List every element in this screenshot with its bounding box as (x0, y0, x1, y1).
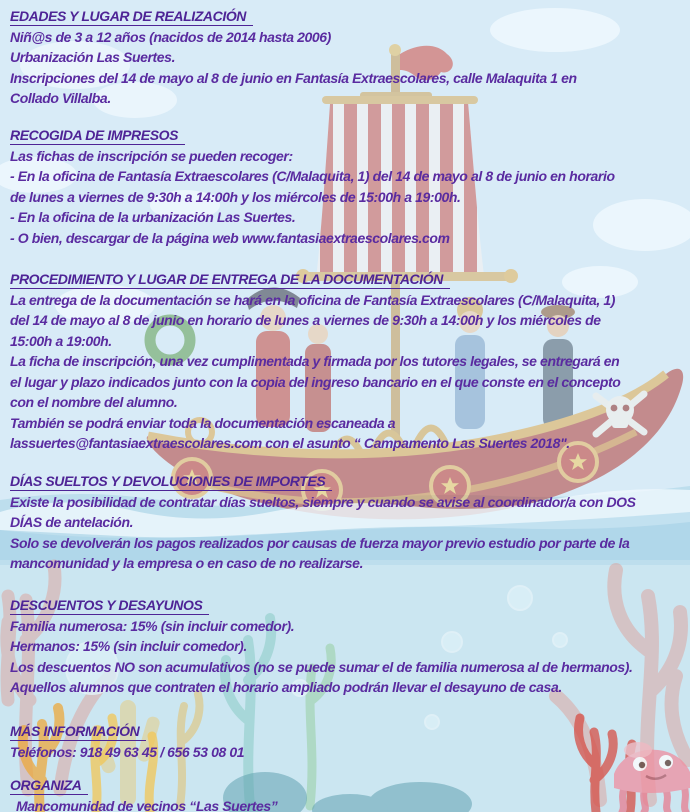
text-line: mancomunidad y la empresa o en caso de no realizarse. (10, 555, 364, 571)
text-line: Solo se devolverán los pagos realizados por causas de fuerza mayor previo estudio por parte de la (10, 534, 630, 551)
section-heading (10, 125, 686, 146)
text-line: Los descuentos NO son acumulativos (no se puede sumar el de familia numerosa al de hermanos). (10, 658, 633, 675)
text-line: La ficha de inscripción, una vez cumplimentada y firmada por los tutores legales, se entregará en (10, 353, 620, 369)
section-heading-text: ORGANIZA (10, 776, 88, 795)
section-heading-text: RECOGIDA DE IMPRESOS (10, 126, 185, 145)
section-heading (10, 595, 686, 616)
text-line: También se podrá enviar toda la documentación escaneada a (10, 414, 396, 431)
section-2 (10, 125, 686, 248)
text-line: Las fichas de inscripción se pueden recoger: (10, 147, 293, 164)
text-line: La entrega de la documentación se hará en la oficina de Fantasía Extraescolares (C/Malaquita, 1) (10, 291, 616, 308)
section-heading-text: MÁS INFORMACIÓN (10, 722, 146, 741)
section-heading (10, 6, 686, 27)
text-line: Hermanos: 15% (sin incluir comedor). (10, 638, 247, 654)
section-6 (10, 721, 686, 762)
text-line: con el nombre del alumno. (10, 394, 178, 410)
text-line: el lugar y plazo indicados junto con la copia del ingreso bancario en el que conste en el concepto (10, 373, 621, 390)
text-line: - O bien, descargar de la página web www.fantasiaextraescolares.com (10, 229, 450, 246)
text-line: lassuertes@fantasiaextraescolares.com con el asunto “ Campamento Las Suertes 2018". (10, 435, 570, 451)
text-line: Teléfonos: 918 49 63 45 / 656 53 08 01 (10, 743, 245, 760)
section-5 (10, 595, 686, 698)
section-heading (10, 721, 686, 742)
section-heading-text: DESCUENTOS Y DESAYUNOS (10, 596, 209, 615)
text-line: - En la oficina de Fantasía Extraescolares (C/Malaquita, 1) del 14 de mayo al 8 de junio en horario (10, 168, 615, 184)
section-heading (10, 775, 686, 796)
text-line: del 14 de mayo al 8 de junio en horario de lunes a viernes de 9:30h a 14:00h y los miércoles de (10, 312, 601, 328)
text-line: Familia numerosa: 15% (sin incluir comedor). (10, 617, 295, 634)
section-heading (10, 471, 686, 492)
text-line: de lunes a viernes de 9:30h a 14:00h y los miércoles de 15:00h a 19:00h. (10, 188, 461, 205)
section-heading-text: DÍAS SUELTOS Y DEVOLUCIONES DE IMPORTES (10, 472, 332, 491)
text-line: Urbanización Las Suertes. (10, 49, 176, 65)
section-heading-text: PROCEDIMIENTO Y LUGAR DE ENTREGA DE LA DOCUMENTACIÓN (10, 270, 450, 289)
text-line: 15:00h a 19:00h. (10, 332, 112, 349)
text-line: - En la oficina de la urbanización Las Suertes. (10, 209, 296, 225)
section-heading-text: EDADES Y LUGAR DE REALIZACIÓN (10, 7, 253, 26)
section-7 (10, 775, 686, 812)
section-4 (10, 471, 686, 574)
text-line: Mancomunidad de vecinos “Las Suertes” (16, 797, 278, 812)
text-line: Existe la posibilidad de contratar días sueltos, siempre y cuando se avise al coordinador/a con DOS (10, 493, 636, 510)
text-line: Aquellos alumnos que contraten el horario ampliado podrán llevar el desayuno de casa. (10, 679, 562, 695)
text-line: DÍAS de antelación. (10, 514, 134, 530)
text-line: Collado Villalba. (10, 90, 111, 106)
text-line: Niñ@s de 3 a 12 años (nacidos de 2014 hasta 2006) (10, 28, 331, 45)
section-heading (10, 269, 686, 290)
section-3 (10, 269, 686, 454)
text-line: Inscripciones del 14 de mayo al 8 de junio en Fantasía Extraescolares, calle Malaquita 1 en (10, 69, 577, 86)
section-1 (10, 6, 686, 109)
